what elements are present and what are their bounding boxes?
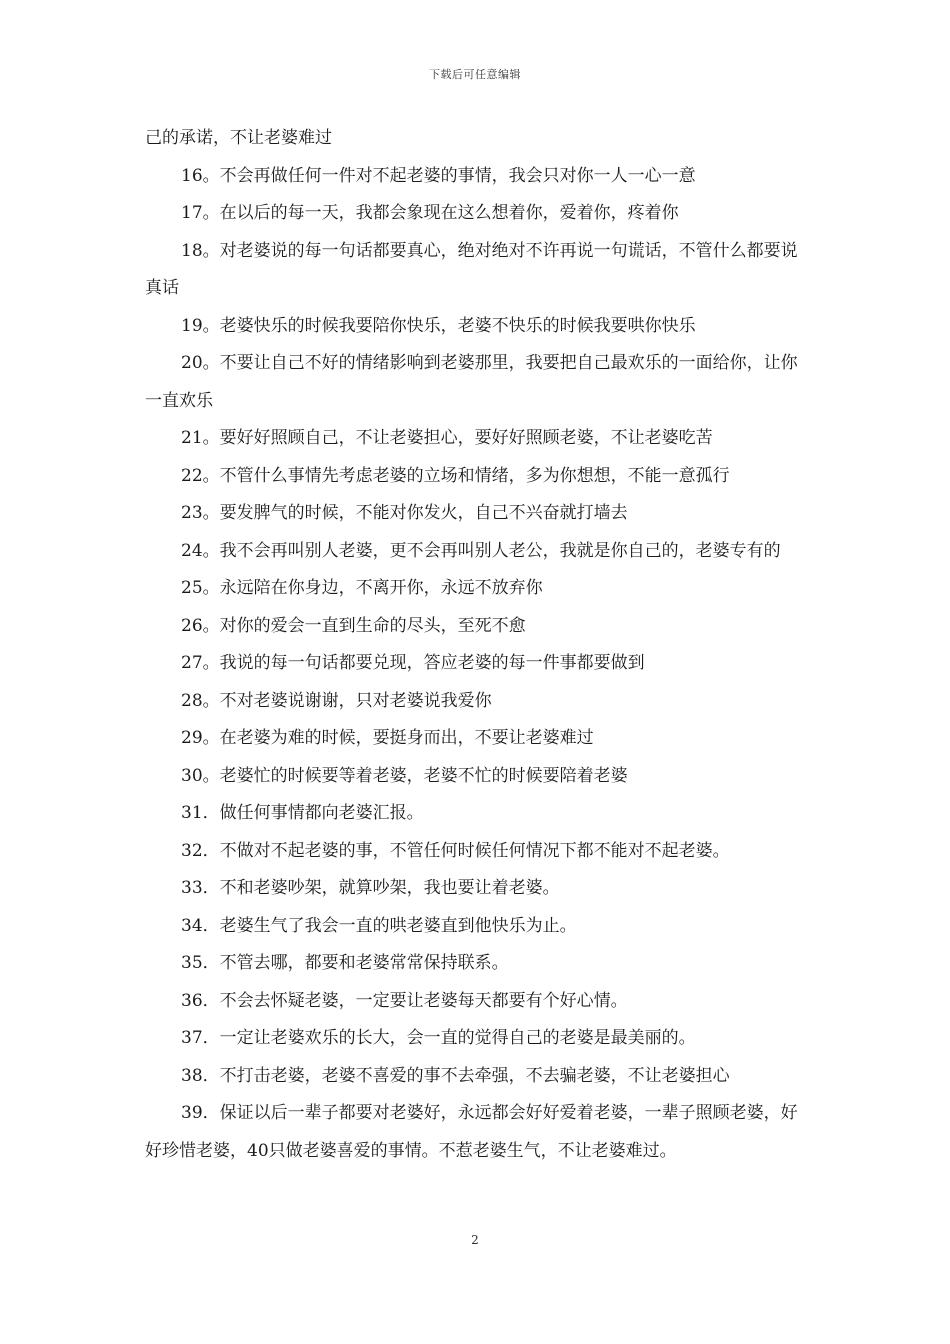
paragraph: 21。要好好照顾自己，不让老婆担心，要好好照顾老婆，不让老婆吃苦 [181,428,713,448]
paragraph: 31．做任何事情都向老婆汇报。 [181,803,424,823]
paragraph: 35．不管去哪，都要和老婆常常保持联系。 [181,953,509,973]
paragraph: 26。对你的爱会一直到生命的尽头，至死不愈 [181,615,526,636]
paragraph: 23。要发脾气的时候，不能对你发火，自己不兴奋就打墙去 [181,503,628,523]
paragraph: 17。在以后的每一天，我都会象现在这么想着你，爱着你，疼着你 [181,203,679,223]
paragraph: 32．不做对不起老婆的事，不管任何时候任何情况下都不能对不起老婆。 [181,840,730,861]
paragraph: 己的承诺，不让老婆难过 [145,128,332,148]
paragraph: 28。不对老婆说谢谢，只对老婆说我爱你 [181,690,492,711]
paragraph: 33．不和老婆吵架，就算吵架，我也要让着老婆。 [181,878,560,898]
paragraph: 34．老婆生气了我会一直的哄老婆直到他快乐为止。 [181,915,577,936]
paragraph: 24。我不会再叫别人老婆，更不会再叫别人老公，我就是你自己的，老婆专有的 [181,540,781,561]
paragraph: 29。在老婆为难的时候，要挺身而出，不要让老婆难过 [181,728,594,748]
paragraph: 20。不要让自己不好的情绪影响到老婆那里，我要把自己最欢乐的一面给你，让你一直欢乐 [145,353,798,411]
paragraph: 18。对老婆说的每一句话都要真心，绝对绝对不许再说一句谎话，不管什么都要说真话 [145,240,798,298]
paragraph: 39．保证以后一辈子都要对老婆好，永远都会好好爱着老婆，一辈子照顾老婆，好好珍惜老婆，40只做老婆喜爱的事情。不惹老婆生气，不让老婆难过。 [145,1103,798,1161]
paragraph: 19。老婆快乐的时候我要陪你快乐，老婆不快乐的时候我要哄你快乐 [181,315,696,336]
paragraph: 36．不会去怀疑老婆，一定要让老婆每天都要有个好心情。 [181,990,628,1011]
paragraph: 38．不打击老婆，老婆不喜爱的事不去牵强，不去骗老婆，不让老婆担心 [181,1065,730,1086]
page-number: 2 [471,1233,479,1247]
paragraph: 22。不管什么事情先考虑老婆的立场和情绪，多为你想想，不能一意孤行 [181,465,730,486]
paragraph: 37．一定让老婆欢乐的长大，会一直的觉得自己的老婆是最美丽的。 [181,1028,696,1048]
paragraph: 27。我说的每一句话都要兑现，答应老婆的每一件事都要做到 [181,653,645,673]
document-body [145,120,811,1170]
paragraph: 30。老婆忙的时候要等着老婆，老婆不忙的时候要陪着老婆 [181,765,628,786]
page-header: 下载后可任意编辑 [429,68,521,81]
paragraph: 16。不会再做任何一件对不起老婆的事情，我会只对你一人一心一意 [181,165,696,186]
paragraph: 25。永远陪在你身边，不离开你，永远不放弃你 [181,578,543,598]
